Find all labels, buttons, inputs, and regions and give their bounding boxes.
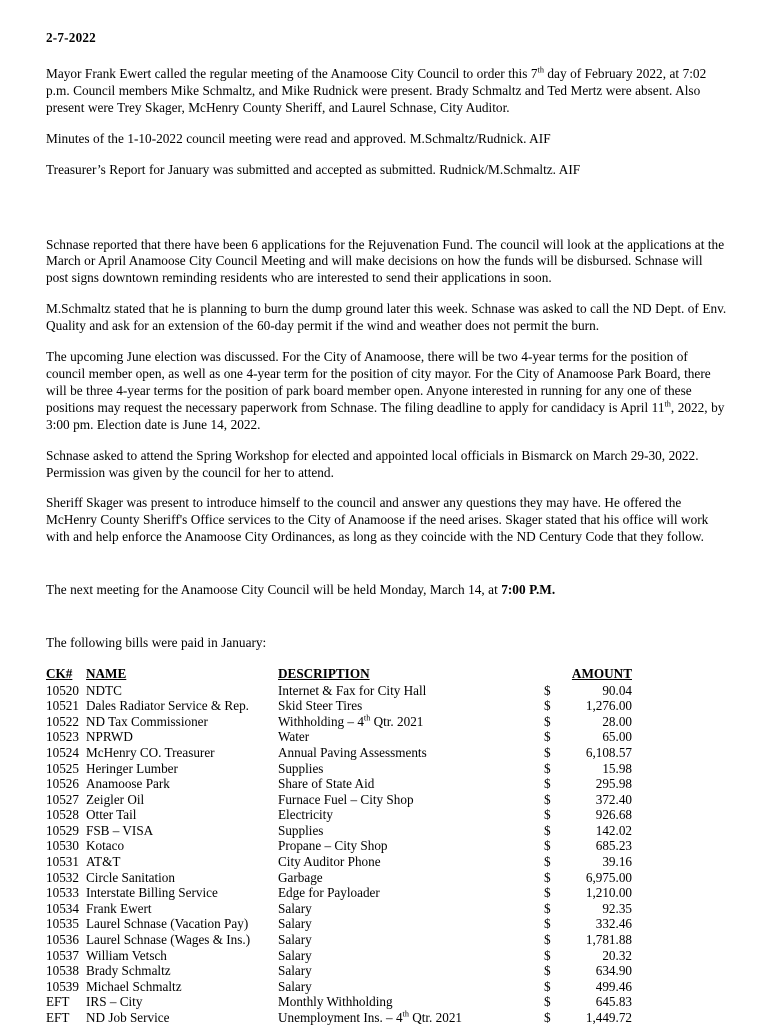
ordinal-suffix: th xyxy=(537,65,544,75)
cell-currency-symbol: $ xyxy=(544,947,551,963)
cell-amount: 6,975.00 xyxy=(585,869,632,885)
cell-name: Anamoose Park xyxy=(86,776,170,792)
cell-ck: 10536 xyxy=(46,932,79,948)
cell-description: Share of State Aid xyxy=(278,776,375,792)
cell-ck: 10528 xyxy=(46,807,79,823)
table-row xyxy=(46,729,632,745)
table-row xyxy=(46,683,632,699)
cell-ck: 10530 xyxy=(46,838,79,854)
cell-name: McHenry CO. Treasurer xyxy=(86,744,215,760)
table-row xyxy=(46,948,632,964)
cell-description: Salary xyxy=(278,978,312,994)
column-header-name: NAME xyxy=(86,665,127,681)
cell-ck: 10526 xyxy=(46,776,79,792)
table-row xyxy=(46,698,632,714)
cell-amount: 20.32 xyxy=(602,947,632,963)
cell-amount: 926.68 xyxy=(595,807,632,823)
table-row xyxy=(46,714,632,730)
cell-ck: 10534 xyxy=(46,900,79,916)
cell-name: Laurel Schnase (Vacation Pay) xyxy=(86,916,249,932)
cell-amount: 90.04 xyxy=(602,682,632,698)
cell-description: City Auditor Phone xyxy=(278,854,381,870)
paragraph-june-election: The upcoming June election was discussed. For the City of Anamoose, there will be two 4-year terms for the position of council member open, as well as one 4-year term for the position of city mayor. For the City of Anamoose Park Board, there will be three 4-year terms for the position of park board member open. Anyone interested in running for any one of these positions may request the necessary paperwork from Schnase. The filing deadline to apply for candidacy is April 11th, 2022, by 3:00 pm. Election date is June 14, 2022. xyxy=(46,349,725,432)
cell-description: Propane – City Shop xyxy=(278,838,388,854)
cell-name: Zeigler Oil xyxy=(86,791,145,807)
column-header-description: DESCRIPTION xyxy=(278,665,370,681)
cell-ck: 10539 xyxy=(46,978,79,994)
cell-currency-symbol: $ xyxy=(544,713,551,729)
column-header-ck: CK# xyxy=(46,665,73,681)
cell-name: NDTC xyxy=(86,682,122,698)
cell-ck: 10529 xyxy=(46,822,79,838)
document-date: 2-7-2022 xyxy=(46,30,96,45)
cell-currency-symbol: $ xyxy=(544,822,551,838)
ordinal-suffix: th xyxy=(363,713,371,723)
paragraph-sheriff-skager: Sheriff Skager was present to introduce himself to the council and answer any questions they may have. He offered the McHenry County Sheriff's Office services to the City of Anamoose if the need arises. Skager stated that his office will work with and help enforce the Anamoose City Ordinances, as long as they coincide with the ND Century Code that they follow. xyxy=(46,495,709,545)
cell-name: Heringer Lumber xyxy=(86,760,178,776)
cell-description: Salary xyxy=(278,963,312,979)
cell-currency-symbol: $ xyxy=(544,869,551,885)
bills-table xyxy=(46,666,632,1026)
cell-amount: 65.00 xyxy=(602,729,632,745)
cell-ck: 10525 xyxy=(46,760,79,776)
paragraph-next-meeting: The next meeting for the Anamoose City Council will be held Monday, March 14, at 7:00 P.M. xyxy=(46,582,556,598)
cell-currency-symbol: $ xyxy=(544,978,551,994)
table-row xyxy=(46,901,632,917)
cell-description: Salary xyxy=(278,916,312,932)
cell-amount: 499.46 xyxy=(595,978,632,994)
paragraph-minutes-approval: Minutes of the 1-10-2022 council meeting were read and approved. M.Schmaltz/Rudnick. AIF xyxy=(46,130,551,146)
cell-name: Michael Schmaltz xyxy=(86,978,182,994)
cell-name: AT&T xyxy=(86,854,121,870)
cell-amount: 1,276.00 xyxy=(585,698,632,714)
cell-name: Circle Sanitation xyxy=(86,869,175,885)
cell-name: IRS – City xyxy=(86,994,143,1010)
table-row xyxy=(46,994,632,1010)
cell-currency-symbol: $ xyxy=(544,838,551,854)
table-row xyxy=(46,854,632,870)
cell-currency-symbol: $ xyxy=(544,916,551,932)
cell-currency-symbol: $ xyxy=(544,698,551,714)
cell-ck: 10531 xyxy=(46,854,79,870)
cell-ck: 10521 xyxy=(46,698,79,714)
cell-ck: 10527 xyxy=(46,791,79,807)
cell-amount: 295.98 xyxy=(595,776,632,792)
cell-ck: 10524 xyxy=(46,744,79,760)
table-row xyxy=(46,885,632,901)
bills-table-head xyxy=(46,666,632,683)
cell-amount: 39.16 xyxy=(602,854,632,870)
cell-name: NPRWD xyxy=(86,729,133,745)
minutes-body xyxy=(46,66,728,652)
emphasis-text: 7:00 P.M. xyxy=(501,582,556,598)
cell-currency-symbol: $ xyxy=(544,744,551,760)
table-row xyxy=(46,792,632,808)
cell-description: Unemployment Ins. – 4th Qtr. 2021 xyxy=(278,1009,463,1025)
cell-description: Skid Steer Tires xyxy=(278,698,363,714)
cell-name: William Vetsch xyxy=(86,947,167,963)
cell-currency-symbol: $ xyxy=(544,729,551,745)
table-row xyxy=(46,776,632,792)
paragraph-rejuvenation-fund: Schnase reported that there have been 6 applications for the Rejuvenation Fund. The council will look at the applications at the March or April Anamoose City Council Meeting and will make decisions on how the funds will be disbursed. Schnase will post signs downtown reminding residents who are interested to send their applications in soon. xyxy=(46,236,725,286)
cell-description: Edge for Payloader xyxy=(278,885,380,901)
cell-name: Interstate Billing Service xyxy=(86,885,218,901)
cell-amount: 685.23 xyxy=(595,838,632,854)
cell-name: FSB – VISA xyxy=(86,822,154,838)
cell-amount: 1,781.88 xyxy=(585,932,632,948)
cell-description: Monthly Withholding xyxy=(278,994,393,1010)
bills-table-header-row xyxy=(46,666,632,683)
cell-name: Dales Radiator Service & Rep. xyxy=(86,698,249,714)
cell-name: Kotaco xyxy=(86,838,125,854)
cell-description: Electricity xyxy=(278,807,333,823)
cell-amount: 1,210.00 xyxy=(585,885,632,901)
cell-name: ND Tax Commissioner xyxy=(86,713,208,729)
cell-description: Furnace Fuel – City Shop xyxy=(278,791,414,807)
cell-amount: 15.98 xyxy=(602,760,632,776)
table-row xyxy=(46,745,632,761)
cell-amount: 142.02 xyxy=(595,822,632,838)
cell-ck: EFT xyxy=(46,1010,70,1025)
cell-currency-symbol: $ xyxy=(544,854,551,870)
table-row xyxy=(46,823,632,839)
table-row xyxy=(46,963,632,979)
cell-amount: 634.90 xyxy=(595,963,632,979)
cell-currency-symbol: $ xyxy=(544,994,551,1010)
cell-description: Salary xyxy=(278,932,312,948)
cell-amount: 6,108.57 xyxy=(585,744,632,760)
cell-name: Frank Ewert xyxy=(86,900,152,916)
paragraph-spring-workshop: Schnase asked to attend the Spring Workshop for elected and appointed local officials in Bismarck on March 29-30, 2022. Permission was given by the council for her to attend. xyxy=(46,447,699,480)
cell-name: ND Job Service xyxy=(86,1010,170,1025)
cell-currency-symbol: $ xyxy=(544,963,551,979)
cell-currency-symbol: $ xyxy=(544,932,551,948)
table-row xyxy=(46,932,632,948)
cell-currency-symbol: $ xyxy=(544,1010,551,1025)
cell-description: Annual Paving Assessments xyxy=(278,744,427,760)
column-header-currency xyxy=(544,666,558,683)
paragraph-dump-ground-burn: M.Schmaltz stated that he is planning to burn the dump ground later this week. Schnase was asked to call the ND Dept. of Env. Quality and ask for an extension of the 60-day permit if the wind and weather does not permit the burn. xyxy=(46,301,727,334)
paragraph-bills-intro: The following bills were paid in January: xyxy=(46,635,267,651)
cell-currency-symbol: $ xyxy=(544,900,551,916)
ordinal-suffix: th xyxy=(664,399,671,409)
cell-name: Otter Tail xyxy=(86,807,137,823)
cell-ck: EFT xyxy=(46,994,70,1010)
paragraph-call-to-order: Mayor Frank Ewert called the regular meeting of the Anamoose City Council to order this 7th day of February 2022, at 7:02 p.m. Council members Mike Schmaltz, and Mike Rudnick were present. Brady Schmaltz and Ted Mertz were absent. Also present were Trey Skager, McHenry County Sheriff, and Laurel Schnase, City Auditor. xyxy=(46,65,707,115)
cell-currency-symbol: $ xyxy=(544,682,551,698)
cell-ck: 10523 xyxy=(46,729,79,745)
table-row xyxy=(46,838,632,854)
cell-ck: 10533 xyxy=(46,885,79,901)
cell-description: Water xyxy=(278,729,310,745)
cell-amount: 332.46 xyxy=(595,916,632,932)
cell-amount: 372.40 xyxy=(595,791,632,807)
cell-description: Supplies xyxy=(278,760,324,776)
table-row xyxy=(46,870,632,886)
cell-ck: 10522 xyxy=(46,713,79,729)
table-row xyxy=(46,1010,632,1026)
cell-currency-symbol: $ xyxy=(544,791,551,807)
cell-ck: 10537 xyxy=(46,947,79,963)
cell-ck: 10532 xyxy=(46,869,79,885)
cell-description: Withholding – 4th Qtr. 2021 xyxy=(278,713,424,729)
cell-name: Laurel Schnase (Wages & Ins.) xyxy=(86,932,251,948)
cell-ck: 10535 xyxy=(46,916,79,932)
cell-description: Garbage xyxy=(278,869,323,885)
cell-amount: 28.00 xyxy=(602,713,632,729)
table-row xyxy=(46,761,632,777)
cell-description: Salary xyxy=(278,900,312,916)
cell-amount: 92.35 xyxy=(602,900,632,916)
cell-amount: 645.83 xyxy=(595,994,632,1010)
cell-amount: 1,449.72 xyxy=(585,1010,632,1025)
cell-description: Salary xyxy=(278,947,312,963)
cell-currency-symbol: $ xyxy=(544,760,551,776)
cell-description: Internet & Fax for City Hall xyxy=(278,682,427,698)
cell-ck: 10538 xyxy=(46,963,79,979)
cell-name: Brady Schmaltz xyxy=(86,963,171,979)
table-row xyxy=(46,807,632,823)
ordinal-suffix: th xyxy=(402,1009,409,1019)
column-header-amount: AMOUNT xyxy=(571,665,632,681)
cell-ck: 10520 xyxy=(46,682,79,698)
paragraph-treasurers-report: Treasurer’s Report for January was submitted and accepted as submitted. Rudnick/M.Schmaltz. AIF xyxy=(46,161,581,177)
bills-table-body xyxy=(46,683,632,1026)
table-row xyxy=(46,979,632,995)
cell-currency-symbol: $ xyxy=(544,807,551,823)
cell-description: Supplies xyxy=(278,822,324,838)
cell-currency-symbol: $ xyxy=(544,885,551,901)
cell-currency-symbol: $ xyxy=(544,776,551,792)
table-row xyxy=(46,916,632,932)
